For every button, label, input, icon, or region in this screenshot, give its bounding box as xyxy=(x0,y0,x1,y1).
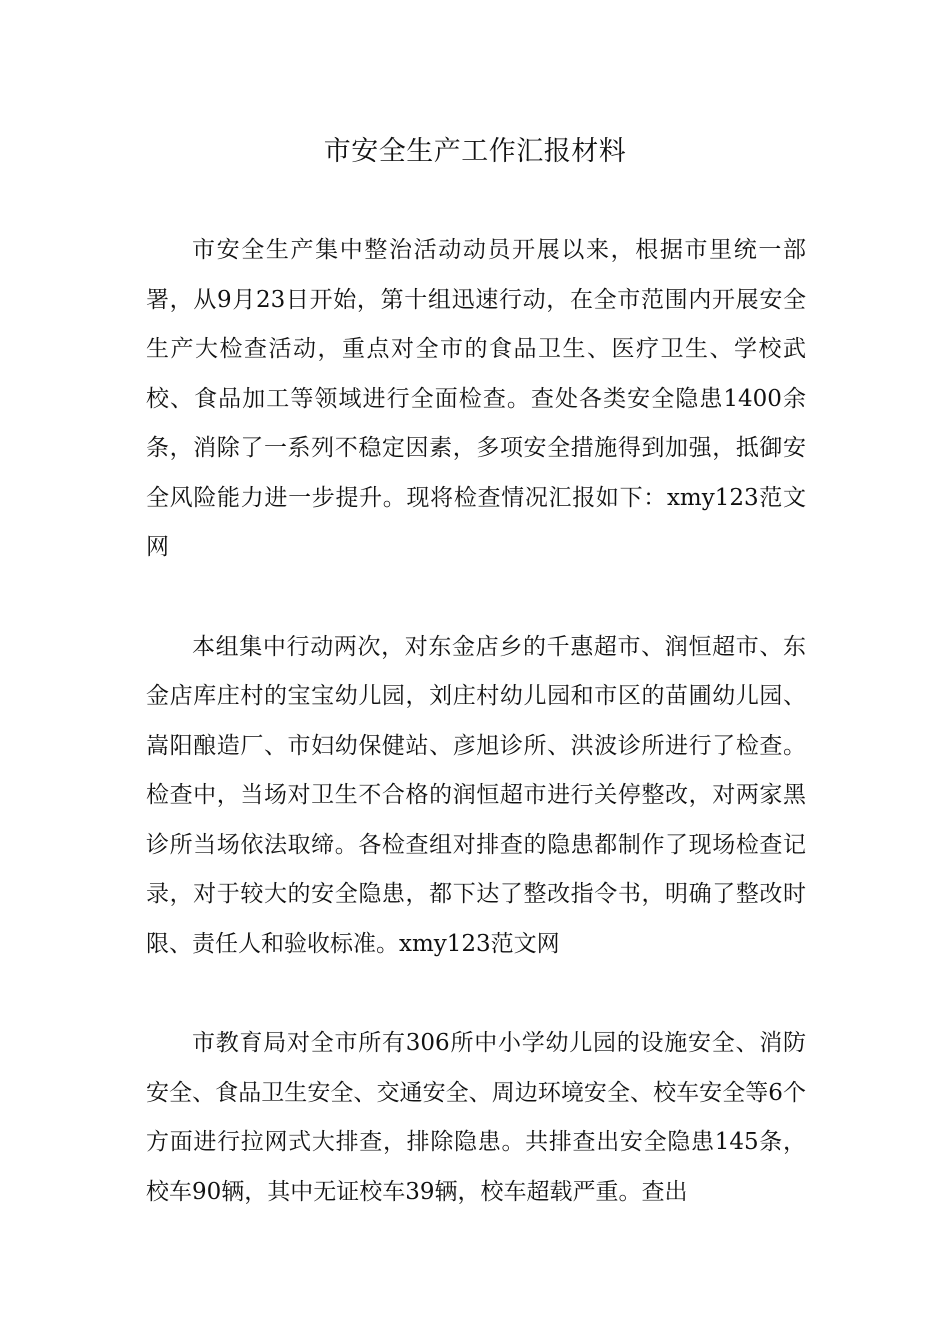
paragraph-3: 市教育局对全市所有306所中小学幼儿园的设施安全、消防安全、食品卫生安全、交通安全、周边环境安全、校车安全等6个方面进行拉网式大排查，排除隐患。共排查出安全隐患145条，校车90辆，其中无证校车39辆，校车超载严重。查出 xyxy=(146,1030,806,1205)
document-body xyxy=(146,226,806,1267)
paragraph-2: 本组集中行动两次，对东金店乡的千惠超市、润恒超市、东金店库庄村的宝宝幼儿园，刘庄村幼儿园和市区的苗圃幼儿园、嵩阳酿造厂、市妇幼保健站、彦旭诊所、洪波诊所进行了检查。检查中，当场对卫生不合格的润恒超市进行关停整改，对两家黑诊所当场依法取缔。各检查组对排查的隐患都制作了现场检查记录，对于较大的安全隐患，都下达了整改指令书，明确了整改时限、责任人和验收标准。xmy123范文网 xyxy=(146,633,806,957)
paragraph-1: 市安全生产集中整治活动动员开展以来，根据市里统一部署，从9月23日开始，第十组迅速行动，在全市范围内开展安全生产大检查活动，重点对全市的食品卫生、医疗卫生、学校武校、食品加工等领域进行全面检查。查处各类安全隐患1400余条，消除了一系列不稳定因素，多项安全措施得到加强，抵御安全风险能力进一步提升。现将检查情况汇报如下：xmy123范文网 xyxy=(146,237,806,560)
document-title: 市安全生产工作汇报材料 xyxy=(323,136,627,167)
